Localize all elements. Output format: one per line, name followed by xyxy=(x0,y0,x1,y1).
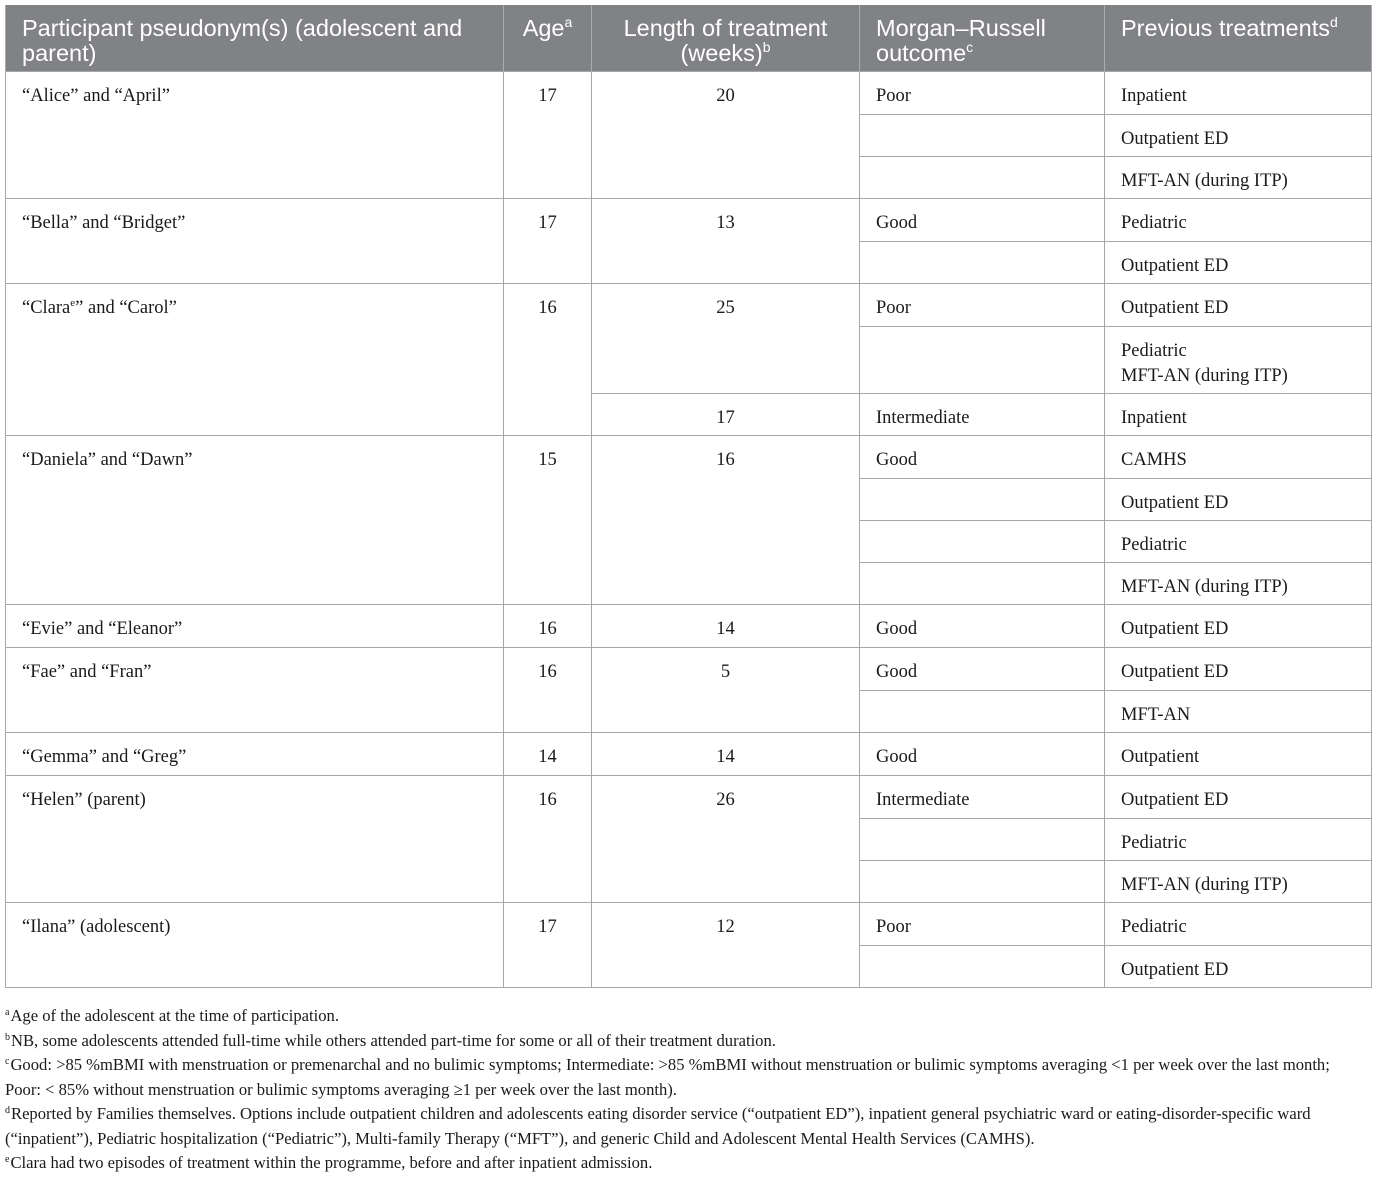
treatment-cell: MFT-AN (during ITP) xyxy=(1105,156,1372,198)
table-row xyxy=(6,902,1372,945)
age-cell: 16 xyxy=(504,283,592,435)
treatment-line: MFT-AN (during ITP) xyxy=(1121,365,1288,386)
age-cell: 15 xyxy=(504,435,592,604)
age-cell: 14 xyxy=(504,732,592,775)
outcome-cell: Good xyxy=(860,647,1105,690)
length-cell: 20 xyxy=(592,71,860,198)
table-row xyxy=(6,283,1372,326)
header-age-label: Age xyxy=(522,15,565,41)
footnote xyxy=(5,1102,1369,1151)
header-outcome-label: Morgan–Russell outcome xyxy=(876,15,1046,66)
outcome-cell-empty xyxy=(860,818,1105,860)
header-length-label: Length of treatment xyxy=(623,15,828,41)
header-participant xyxy=(6,5,504,71)
footnote-mark: d xyxy=(1329,14,1338,30)
participant-cell: “Bella” and “Bridget” xyxy=(6,198,504,283)
outcome-cell-empty xyxy=(860,114,1105,156)
footnote xyxy=(5,1004,1369,1029)
table-row xyxy=(6,71,1372,114)
length-cell: 12 xyxy=(592,902,860,987)
participant-name: ” and “Carol” xyxy=(75,297,177,318)
outcome-cell-empty xyxy=(860,690,1105,732)
treatment-cell: Outpatient ED xyxy=(1105,647,1372,690)
treatment-cell: Outpatient ED xyxy=(1105,114,1372,156)
treatment-cell: Outpatient ED xyxy=(1105,241,1372,283)
length-cell: 25 xyxy=(592,283,860,393)
participant-cell: “Ilana” (adolescent) xyxy=(6,902,504,987)
participant-table-container xyxy=(5,5,1372,988)
treatment-cell: Inpatient xyxy=(1105,71,1372,114)
participant-table xyxy=(5,5,1372,988)
outcome-cell: Good xyxy=(860,604,1105,647)
footnote-mark: e xyxy=(5,1154,10,1165)
length-cell: 17 xyxy=(592,393,860,435)
header-length xyxy=(592,5,860,71)
outcome-cell: Poor xyxy=(860,71,1105,114)
age-cell: 16 xyxy=(504,775,592,902)
outcome-cell-empty xyxy=(860,241,1105,283)
footnote-mark: a xyxy=(564,14,573,30)
treatment-cell: Outpatient ED xyxy=(1105,283,1372,326)
header-previous-treatments xyxy=(1105,5,1372,71)
length-cell: 26 xyxy=(592,775,860,902)
treatment-cell: Outpatient ED xyxy=(1105,478,1372,520)
treatment-cell: Outpatient ED xyxy=(1105,775,1372,818)
age-cell: 17 xyxy=(504,71,592,198)
footnote-mark: e xyxy=(70,296,76,309)
header-previous-label: Previous treatments xyxy=(1121,15,1330,41)
outcome-cell-empty xyxy=(860,156,1105,198)
footnote-mark: d xyxy=(5,1105,10,1116)
footnote-text: Good: >85 %mBMI with menstruation or premenarchal and no bulimic symptoms; Intermediate: >85 %mBMI without menstruation or bulimic symptoms averaging <1 per week over the last month; Poor: < 85% without menstruation or bulimic symptoms averaging ≥1 per week over the last month). xyxy=(5,1055,1330,1099)
treatment-cell: Outpatient xyxy=(1105,732,1372,775)
table-row xyxy=(6,435,1372,478)
age-cell: 16 xyxy=(504,647,592,732)
footnote-mark: b xyxy=(762,39,771,55)
outcome-cell: Intermediate xyxy=(860,775,1105,818)
participant-cell: “Fae” and “Fran” xyxy=(6,647,504,732)
participant-cell: “Gemma” and “Greg” xyxy=(6,732,504,775)
footnote-mark: c xyxy=(966,39,974,55)
treatment-cell: CAMHS xyxy=(1105,435,1372,478)
participant-name: “Clara xyxy=(22,297,71,318)
participant-cell: “Helen” (parent) xyxy=(6,775,504,902)
treatment-cell: Pediatric xyxy=(1105,520,1372,562)
outcome-cell: Good xyxy=(860,435,1105,478)
treatment-cell xyxy=(1105,326,1372,393)
table-row xyxy=(6,604,1372,647)
age-cell: 17 xyxy=(504,902,592,987)
age-cell: 16 xyxy=(504,604,592,647)
outcome-cell: Poor xyxy=(860,283,1105,326)
treatment-cell: Pediatric xyxy=(1105,198,1372,241)
participant-cell: “Daniela” and “Dawn” xyxy=(6,435,504,604)
table-row xyxy=(6,198,1372,241)
outcome-cell: Intermediate xyxy=(860,393,1105,435)
footnote-text: Reported by Families themselves. Options include outpatient children and adolescents eating disorder service (“outpatient ED”), inpatient general psychiatric ward or eating-disorder-specific ward (“inpatient”), Pediatric hospitalization (“Pediatric”), Multi-family Therapy (“MFT”), and generic Child and Adolescent Mental Health Services (CAMHS). xyxy=(5,1104,1311,1148)
outcome-cell-empty xyxy=(860,945,1105,987)
treatment-cell: Inpatient xyxy=(1105,393,1372,435)
outcome-cell: Good xyxy=(860,732,1105,775)
header-age xyxy=(504,5,592,71)
length-cell: 14 xyxy=(592,732,860,775)
table-row xyxy=(6,732,1372,775)
participant-cell: “Evie” and “Eleanor” xyxy=(6,604,504,647)
treatment-line: Pediatric xyxy=(1121,340,1187,361)
treatment-cell: Pediatric xyxy=(1105,818,1372,860)
outcome-cell-empty xyxy=(860,478,1105,520)
footnote-mark: a xyxy=(5,1007,10,1018)
treatment-cell: MFT-AN (during ITP) xyxy=(1105,860,1372,902)
treatment-cell: Pediatric xyxy=(1105,902,1372,945)
outcome-cell-empty xyxy=(860,326,1105,393)
header-outcome xyxy=(860,5,1105,71)
treatment-cell: MFT-AN xyxy=(1105,690,1372,732)
footnote xyxy=(5,1029,1369,1054)
outcome-cell-empty xyxy=(860,562,1105,604)
footnote-text: Clara had two episodes of treatment within the programme, before and after inpatient admission. xyxy=(10,1153,653,1172)
length-cell: 16 xyxy=(592,435,860,604)
length-cell: 5 xyxy=(592,647,860,732)
outcome-cell-empty xyxy=(860,520,1105,562)
footnote-mark: c xyxy=(5,1056,10,1067)
header-length-unit: (weeks) xyxy=(680,40,763,66)
table-footnotes xyxy=(5,1004,1369,1176)
header-row xyxy=(6,5,1372,71)
age-cell: 17 xyxy=(504,198,592,283)
outcome-cell-empty xyxy=(860,860,1105,902)
footnote xyxy=(5,1053,1369,1102)
footnote-text: Age of the adolescent at the time of participation. xyxy=(10,1006,339,1025)
participant-cell xyxy=(6,283,504,435)
length-cell: 13 xyxy=(592,198,860,283)
footnote-mark: b xyxy=(5,1031,10,1043)
table-row xyxy=(6,647,1372,690)
outcome-cell: Good xyxy=(860,198,1105,241)
footnote-text: NB, some adolescents attended full-time while others attended part-time for some or all of their treatment duration. xyxy=(11,1030,776,1050)
table-row xyxy=(6,775,1372,818)
participant-cell: “Alice” and “April” xyxy=(6,71,504,198)
length-cell: 14 xyxy=(592,604,860,647)
outcome-cell: Poor xyxy=(860,902,1105,945)
treatment-cell: Outpatient ED xyxy=(1105,945,1372,987)
treatment-cell: MFT-AN (during ITP) xyxy=(1105,562,1372,604)
treatment-cell: Outpatient ED xyxy=(1105,604,1372,647)
footnote xyxy=(5,1151,1369,1176)
header-participant-label: Participant pseudonym(s) (adolescent and parent) xyxy=(22,15,463,66)
